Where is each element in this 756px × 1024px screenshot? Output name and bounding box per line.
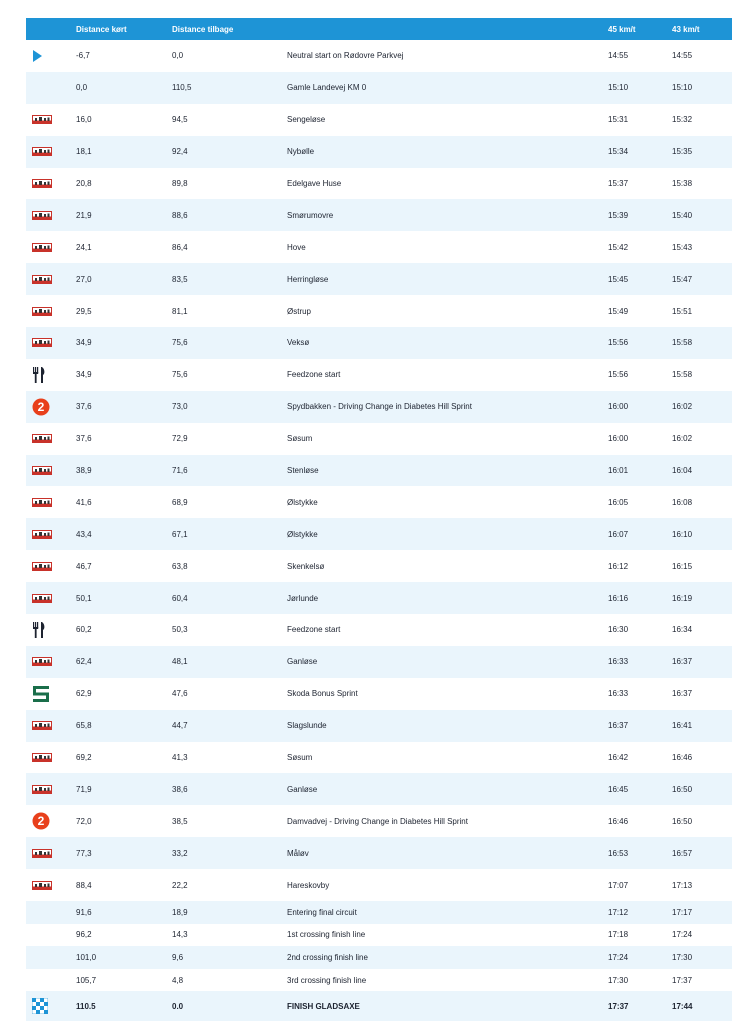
time-45-cell: 15:56 bbox=[608, 370, 629, 380]
town-sign-icon bbox=[26, 721, 76, 730]
time-45-cell: 15:34 bbox=[608, 147, 629, 157]
location-cell: Ganløse bbox=[287, 784, 318, 794]
location-cell: 3rd crossing finish line bbox=[287, 975, 367, 985]
time-43-cell: 15:32 bbox=[672, 115, 693, 125]
remaining-cell: 4,8 bbox=[172, 975, 184, 985]
checkered-flag-icon bbox=[26, 998, 76, 1014]
time-43-cell: 16:19 bbox=[672, 593, 693, 603]
table-row bbox=[26, 199, 732, 231]
location-cell: Søsum bbox=[287, 434, 313, 444]
table-row bbox=[26, 805, 732, 837]
location-cell: Hove bbox=[287, 242, 306, 252]
remaining-cell: 48,1 bbox=[172, 657, 188, 667]
distance-cell: -6,7 bbox=[76, 51, 90, 61]
time-45-cell: 16:01 bbox=[608, 466, 629, 476]
header-43kmh: 43 km/t bbox=[672, 24, 700, 34]
distance-cell: 72,0 bbox=[76, 816, 92, 826]
distance-cell: 37,6 bbox=[76, 402, 92, 412]
distance-cell: 38,9 bbox=[76, 466, 92, 476]
remaining-cell: 86,4 bbox=[172, 242, 188, 252]
time-45-cell: 16:07 bbox=[608, 529, 629, 539]
town-sign-icon bbox=[26, 785, 76, 794]
table-row bbox=[26, 295, 732, 327]
location-cell: Spydbakken - Driving Change in Diabetes Hill Sprint bbox=[287, 402, 472, 412]
time-43-cell: 14:55 bbox=[672, 51, 693, 61]
header-distance: Distance kørt bbox=[76, 24, 127, 34]
table-row bbox=[26, 486, 732, 518]
svg-text:2: 2 bbox=[37, 399, 45, 414]
bonus-sprint-icon bbox=[26, 686, 76, 702]
table-row bbox=[26, 104, 732, 136]
location-cell: 1st crossing finish line bbox=[287, 930, 366, 940]
time-43-cell: 16:37 bbox=[672, 689, 693, 699]
time-45-cell: 16:33 bbox=[608, 657, 629, 667]
town-sign-icon bbox=[26, 307, 76, 316]
remaining-cell: 60,4 bbox=[172, 593, 188, 603]
town-sign-icon bbox=[26, 466, 76, 475]
time-43-cell: 16:02 bbox=[672, 434, 693, 444]
time-43-cell: 16:37 bbox=[672, 657, 693, 667]
table-row bbox=[26, 614, 732, 646]
distance-cell: 34,9 bbox=[76, 338, 92, 348]
table-row bbox=[26, 582, 732, 614]
remaining-cell: 38,6 bbox=[172, 784, 188, 794]
remaining-cell: 72,9 bbox=[172, 434, 188, 444]
location-cell: Herringløse bbox=[287, 274, 329, 284]
header-45kmh: 45 km/t bbox=[608, 24, 636, 34]
distance-cell: 43,4 bbox=[76, 529, 92, 539]
town-sign-icon bbox=[26, 657, 76, 666]
time-43-cell: 16:02 bbox=[672, 402, 693, 412]
table-row bbox=[26, 773, 732, 805]
table-row bbox=[26, 710, 732, 742]
distance-cell: 16,0 bbox=[76, 115, 92, 125]
time-45-cell: 17:12 bbox=[608, 907, 629, 917]
remaining-cell: 50,3 bbox=[172, 625, 188, 635]
table-row bbox=[26, 991, 732, 1021]
time-45-cell: 17:30 bbox=[608, 975, 629, 985]
time-45-cell: 15:49 bbox=[608, 306, 629, 316]
remaining-cell: 71,6 bbox=[172, 466, 188, 476]
location-cell: Gamle Landevej KM 0 bbox=[287, 83, 367, 93]
remaining-cell: 18,9 bbox=[172, 907, 188, 917]
time-45-cell: 16:37 bbox=[608, 721, 629, 731]
time-43-cell: 15:58 bbox=[672, 370, 693, 380]
remaining-cell: 73,0 bbox=[172, 402, 188, 412]
location-cell: Slagslunde bbox=[287, 721, 327, 731]
location-cell: Østrup bbox=[287, 306, 312, 316]
time-45-cell: 16:16 bbox=[608, 593, 629, 603]
time-45-cell: 15:37 bbox=[608, 179, 629, 188]
remaining-cell: 75,6 bbox=[172, 338, 188, 348]
remaining-cell: 44,7 bbox=[172, 721, 188, 731]
table-row bbox=[26, 969, 732, 992]
location-cell: Skoda Bonus Sprint bbox=[287, 689, 358, 699]
town-sign-icon bbox=[26, 434, 76, 443]
distance-cell: 60,2 bbox=[76, 625, 92, 635]
remaining-cell: 89,8 bbox=[172, 179, 188, 188]
time-43-cell: 15:58 bbox=[672, 338, 693, 348]
time-45-cell: 16:33 bbox=[608, 689, 629, 699]
time-43-cell: 16:57 bbox=[672, 848, 693, 858]
town-sign-icon bbox=[26, 179, 76, 188]
svg-text:2: 2 bbox=[37, 814, 45, 829]
table-row bbox=[26, 924, 732, 947]
time-45-cell: 15:31 bbox=[608, 115, 629, 125]
time-43-cell: 17:44 bbox=[672, 1001, 693, 1011]
distance-cell: 24,1 bbox=[76, 242, 92, 252]
distance-cell: 62,4 bbox=[76, 657, 92, 667]
remaining-cell: 9,6 bbox=[172, 953, 184, 963]
distance-cell: 50,1 bbox=[76, 593, 92, 603]
town-sign-icon bbox=[26, 211, 76, 220]
distance-cell: 77,3 bbox=[76, 848, 92, 858]
time-43-cell: 17:17 bbox=[672, 907, 693, 917]
distance-cell: 71,9 bbox=[76, 784, 92, 794]
location-cell: Ølstykke bbox=[287, 497, 318, 507]
remaining-cell: 83,5 bbox=[172, 274, 188, 284]
table-row bbox=[26, 136, 732, 168]
location-cell: Feedzone start bbox=[287, 625, 341, 635]
remaining-cell: 22,2 bbox=[172, 880, 188, 890]
distance-cell: 20,8 bbox=[76, 179, 92, 188]
distance-cell: 29,5 bbox=[76, 306, 92, 316]
time-43-cell: 16:34 bbox=[672, 625, 693, 635]
table-row bbox=[26, 263, 732, 295]
time-43-cell: 15:47 bbox=[672, 274, 693, 284]
distance-cell: 110.5 bbox=[76, 1001, 96, 1011]
location-cell: Damvadvej - Driving Change in Diabetes Hill Sprint bbox=[287, 816, 468, 826]
table-row bbox=[26, 72, 732, 104]
distance-cell: 101,0 bbox=[76, 953, 97, 963]
remaining-cell: 38,5 bbox=[172, 816, 188, 826]
time-45-cell: 17:37 bbox=[608, 1001, 629, 1011]
time-45-cell: 16:12 bbox=[608, 561, 629, 571]
time-45-cell: 17:07 bbox=[608, 880, 629, 890]
time-45-cell: 16:00 bbox=[608, 402, 629, 412]
town-sign-icon bbox=[26, 849, 76, 858]
location-cell: Veksø bbox=[287, 338, 310, 348]
table-row bbox=[26, 231, 732, 263]
header-remaining: Distance tilbage bbox=[172, 24, 234, 34]
fork-knife-icon bbox=[26, 622, 76, 638]
table-row bbox=[26, 423, 732, 455]
hill-sprint-icon bbox=[26, 812, 76, 830]
time-43-cell: 16:41 bbox=[672, 721, 693, 731]
distance-cell: 88,4 bbox=[76, 880, 92, 890]
remaining-cell: 67,1 bbox=[172, 529, 188, 539]
remaining-cell: 0.0 bbox=[172, 1001, 184, 1011]
table-row bbox=[26, 455, 732, 487]
distance-cell: 105,7 bbox=[76, 975, 97, 985]
time-45-cell: 16:05 bbox=[608, 497, 629, 507]
time-45-cell: 16:30 bbox=[608, 625, 629, 635]
remaining-cell: 75,6 bbox=[172, 370, 188, 380]
time-43-cell: 17:13 bbox=[672, 880, 693, 890]
table-header bbox=[26, 18, 732, 40]
town-sign-icon bbox=[26, 594, 76, 603]
table-row bbox=[26, 550, 732, 582]
town-sign-icon bbox=[26, 562, 76, 571]
table-row bbox=[26, 646, 732, 678]
distance-cell: 41,6 bbox=[76, 497, 92, 507]
table-row bbox=[26, 327, 732, 359]
remaining-cell: 68,9 bbox=[172, 497, 188, 507]
distance-cell: 46,7 bbox=[76, 561, 92, 571]
remaining-cell: 110,5 bbox=[172, 83, 192, 93]
remaining-cell: 63,8 bbox=[172, 561, 188, 571]
time-45-cell: 16:53 bbox=[608, 848, 629, 858]
town-sign-icon bbox=[26, 881, 76, 890]
remaining-cell: 14,3 bbox=[172, 930, 188, 940]
time-43-cell: 15:38 bbox=[672, 179, 693, 188]
hill-sprint-icon bbox=[26, 398, 76, 416]
table-row bbox=[26, 518, 732, 550]
distance-cell: 69,2 bbox=[76, 753, 92, 763]
distance-cell: 65,8 bbox=[76, 721, 92, 731]
location-cell: Smørumovre bbox=[287, 210, 334, 220]
time-45-cell: 15:45 bbox=[608, 274, 629, 284]
time-43-cell: 16:46 bbox=[672, 753, 693, 763]
remaining-cell: 81,1 bbox=[172, 306, 188, 316]
town-sign-icon bbox=[26, 498, 76, 507]
time-43-cell: 16:10 bbox=[672, 529, 693, 539]
location-cell: Entering final circuit bbox=[287, 907, 357, 917]
table-row bbox=[26, 869, 732, 901]
location-cell: 2nd crossing finish line bbox=[287, 953, 368, 963]
time-45-cell: 15:39 bbox=[608, 210, 629, 220]
remaining-cell: 88,6 bbox=[172, 210, 188, 220]
table-row bbox=[26, 391, 732, 423]
time-43-cell: 17:24 bbox=[672, 930, 693, 940]
table-row bbox=[26, 901, 732, 924]
time-43-cell: 15:43 bbox=[672, 242, 693, 252]
location-cell: Søsum bbox=[287, 753, 313, 763]
town-sign-icon bbox=[26, 338, 76, 347]
location-cell: Sengeløse bbox=[287, 115, 326, 125]
remaining-cell: 92,4 bbox=[172, 147, 188, 157]
distance-cell: 62,9 bbox=[76, 689, 92, 699]
time-45-cell: 16:42 bbox=[608, 753, 629, 763]
town-sign-icon bbox=[26, 115, 76, 124]
table-row bbox=[26, 168, 732, 200]
table-row bbox=[26, 837, 732, 869]
time-45-cell: 15:10 bbox=[608, 83, 629, 93]
remaining-cell: 94,5 bbox=[172, 115, 188, 125]
location-cell: Hareskovby bbox=[287, 880, 330, 890]
distance-cell: 91,6 bbox=[76, 907, 92, 917]
location-cell: Ganløse bbox=[287, 657, 318, 667]
time-43-cell: 17:30 bbox=[672, 953, 693, 963]
location-cell: FINISH GLADSAXE bbox=[287, 1001, 360, 1011]
time-43-cell: 15:35 bbox=[672, 147, 693, 157]
time-45-cell: 14:55 bbox=[608, 51, 629, 61]
time-43-cell: 16:08 bbox=[672, 497, 693, 507]
time-43-cell: 16:50 bbox=[672, 816, 693, 826]
table-body bbox=[26, 40, 732, 1021]
town-sign-icon bbox=[26, 530, 76, 539]
location-cell: Jørlunde bbox=[287, 593, 319, 603]
time-45-cell: 16:46 bbox=[608, 816, 629, 826]
time-43-cell: 16:50 bbox=[672, 784, 693, 794]
distance-cell: 34,9 bbox=[76, 370, 92, 380]
distance-cell: 27,0 bbox=[76, 274, 92, 284]
location-cell: Feedzone start bbox=[287, 370, 341, 380]
time-45-cell: 15:42 bbox=[608, 242, 629, 252]
fork-knife-icon bbox=[26, 367, 76, 383]
location-cell: Måløv bbox=[287, 848, 309, 858]
distance-cell: 37,6 bbox=[76, 434, 92, 444]
time-45-cell: 15:56 bbox=[608, 338, 629, 348]
table-row bbox=[26, 946, 732, 969]
location-cell: Skenkelsø bbox=[287, 561, 325, 571]
remaining-cell: 47,6 bbox=[172, 689, 188, 699]
time-43-cell: 15:40 bbox=[672, 210, 693, 220]
time-45-cell: 16:00 bbox=[608, 434, 629, 444]
location-cell: Edelgave Huse bbox=[287, 179, 342, 188]
time-43-cell: 15:10 bbox=[672, 83, 693, 93]
town-sign-icon bbox=[26, 275, 76, 284]
remaining-cell: 41,3 bbox=[172, 753, 188, 763]
route-timetable bbox=[26, 18, 732, 1021]
table-row bbox=[26, 678, 732, 710]
table-row bbox=[26, 40, 732, 72]
location-cell: Nybølle bbox=[287, 147, 315, 157]
location-cell: Ølstykke bbox=[287, 529, 318, 539]
time-45-cell: 17:24 bbox=[608, 953, 629, 963]
distance-cell: 0,0 bbox=[76, 83, 88, 93]
distance-cell: 96,2 bbox=[76, 930, 92, 940]
table-row bbox=[26, 359, 732, 391]
time-43-cell: 15:51 bbox=[672, 306, 693, 316]
time-43-cell: 16:04 bbox=[672, 466, 693, 476]
location-cell: Neutral start on Rødovre Parkvej bbox=[287, 51, 404, 61]
time-43-cell: 16:15 bbox=[672, 561, 693, 571]
time-45-cell: 16:45 bbox=[608, 784, 629, 794]
town-sign-icon bbox=[26, 147, 76, 156]
distance-cell: 18,1 bbox=[76, 147, 92, 157]
distance-cell: 21,9 bbox=[76, 210, 92, 220]
remaining-cell: 0,0 bbox=[172, 51, 184, 61]
remaining-cell: 33,2 bbox=[172, 848, 188, 858]
town-sign-icon bbox=[26, 243, 76, 252]
town-sign-icon bbox=[26, 753, 76, 762]
table-row bbox=[26, 742, 732, 774]
time-45-cell: 17:18 bbox=[608, 930, 629, 940]
location-cell: Stenløse bbox=[287, 466, 319, 476]
play-icon bbox=[26, 50, 76, 62]
time-43-cell: 17:37 bbox=[672, 975, 693, 985]
